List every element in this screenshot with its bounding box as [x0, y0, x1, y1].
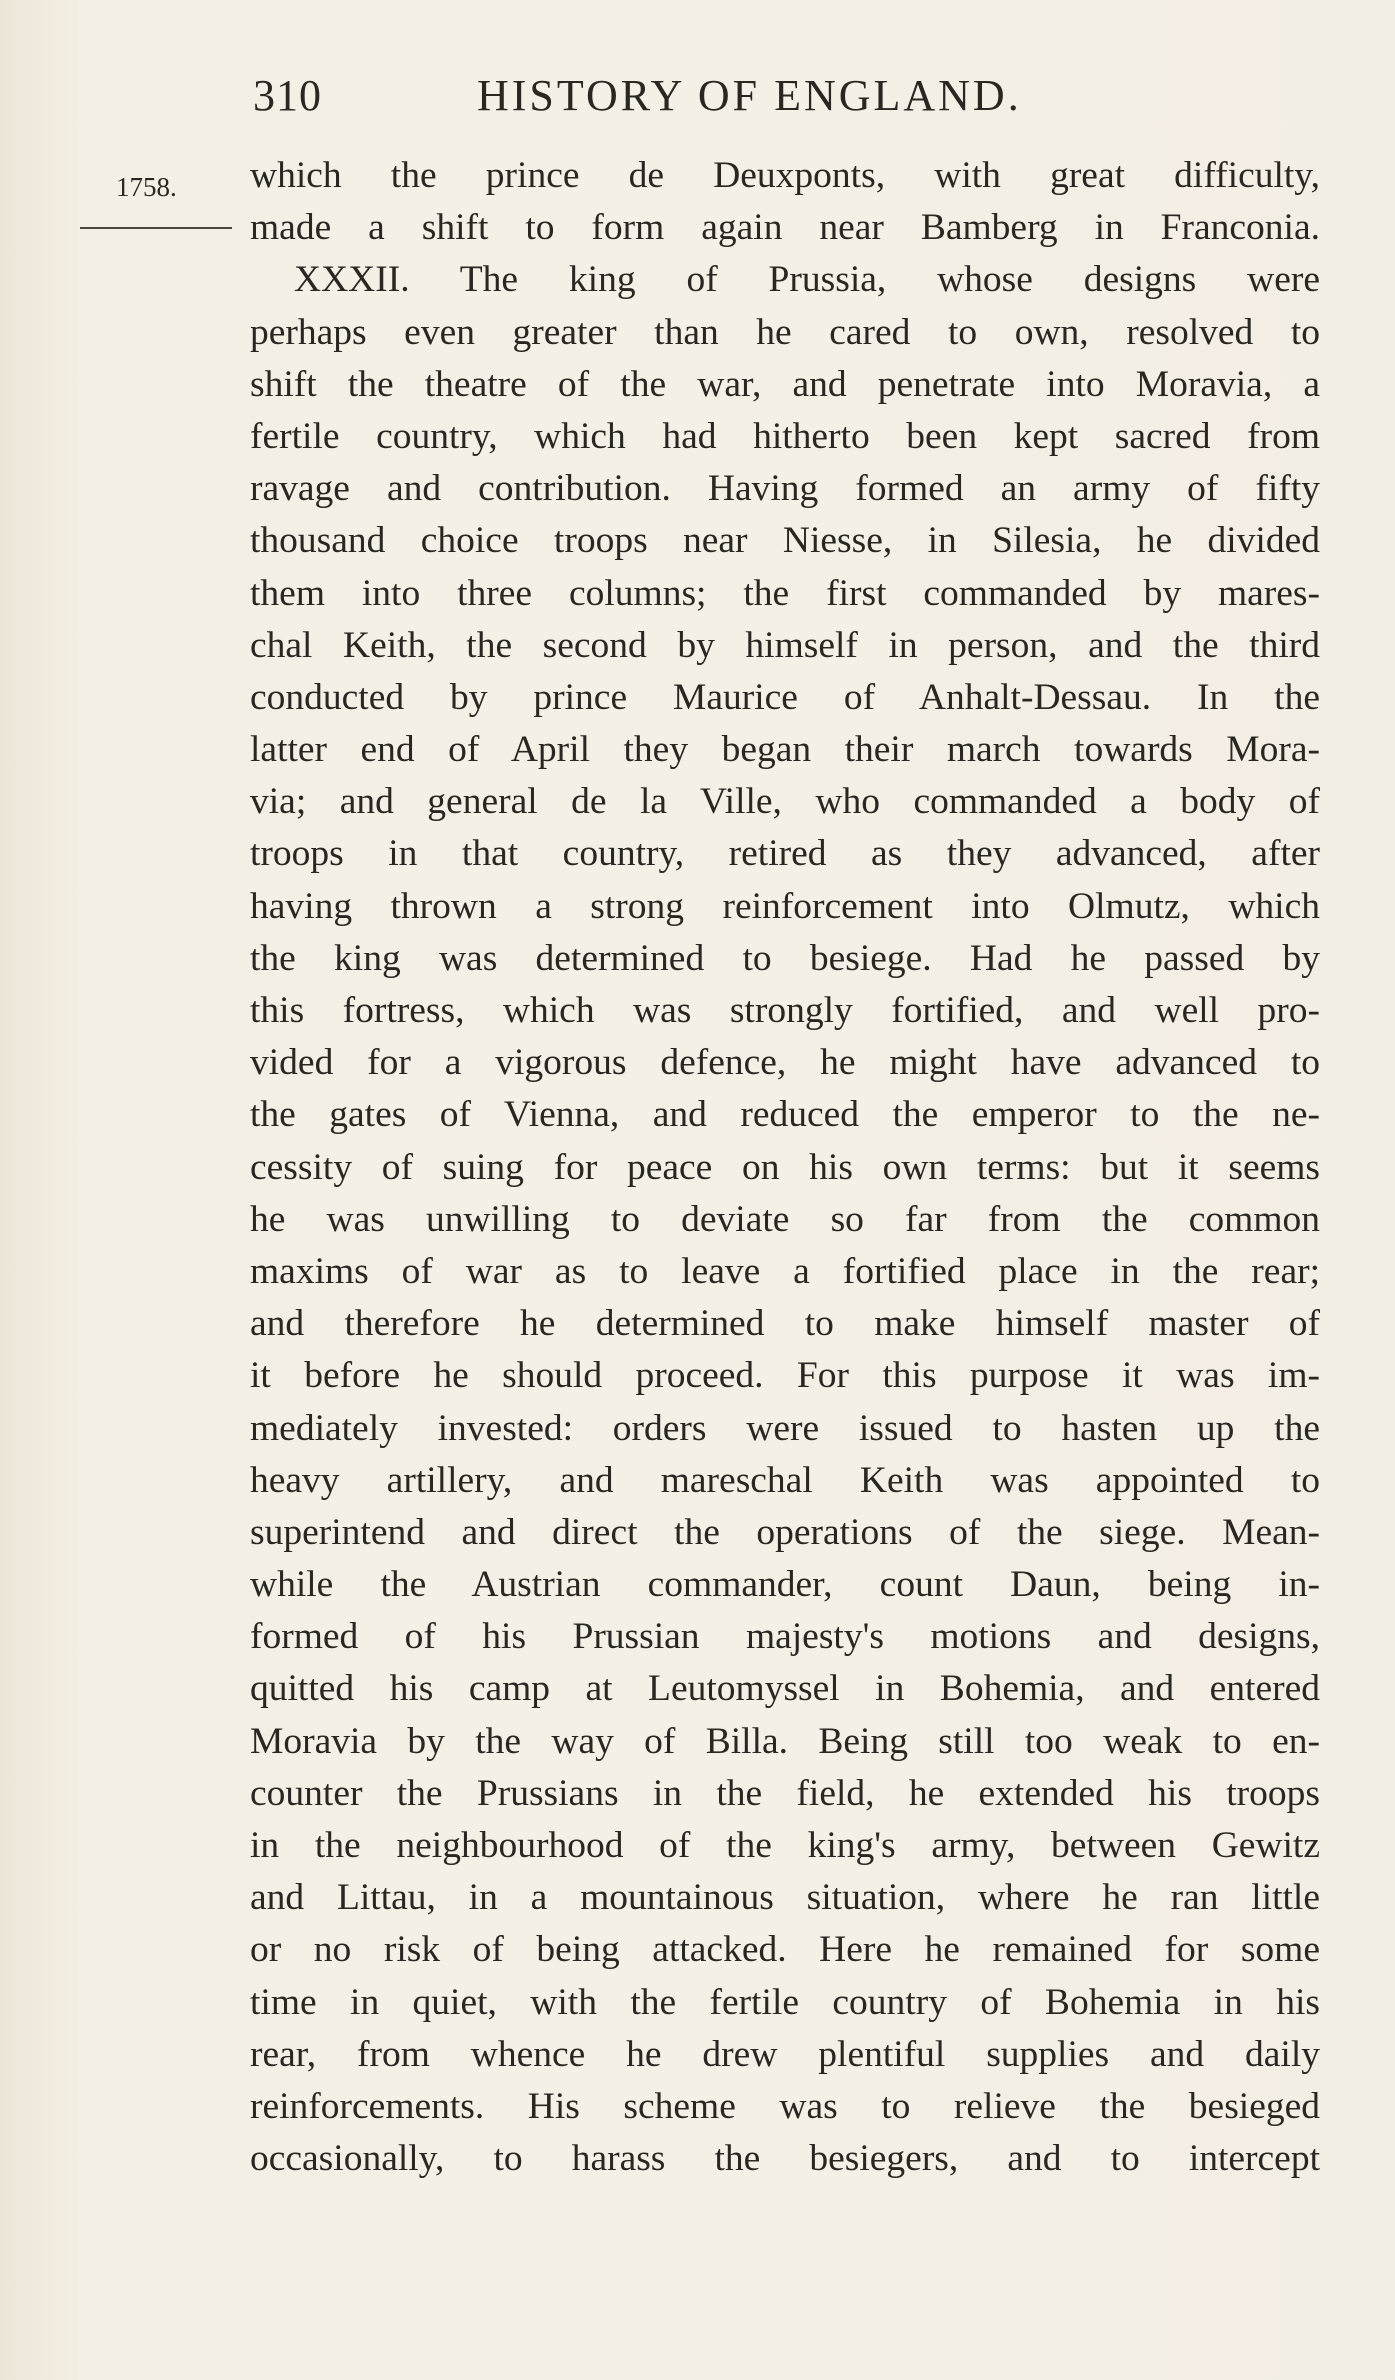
text-line: quitted his camp at Leutomyssel in Bohemia, and entered	[250, 1668, 1320, 1710]
text-line: counter the Prussians in the field, he extended his troops	[250, 1772, 1320, 1814]
text-line: thousand choice troops near Niesse, in Silesia, he divided	[250, 520, 1320, 562]
text-line: occasionally, to harass the besiegers, and to intercept	[250, 2138, 1320, 2180]
text-line: ravage and contribution. Having formed an army of fifty	[250, 468, 1320, 510]
margin-rule	[80, 227, 232, 229]
text-line: this fortress, which was strongly fortified, and well pro-	[250, 990, 1320, 1031]
text-line: it before he should proceed. For this purpose it was im-	[250, 1355, 1320, 1397]
page-number: 310	[253, 71, 322, 120]
text-line: them into three columns; the first commanded by mares-	[250, 572, 1320, 614]
text-line: rear, from whence he drew plentiful supplies and daily	[250, 2033, 1320, 2075]
body-text	[250, 150, 1320, 2185]
text-line: which the prince de Deuxponts, with great difficulty,	[250, 155, 1320, 196]
running-title: HISTORY OF ENGLAND.	[477, 71, 1022, 120]
text-line: cessity of suing for peace on his own terms: but it seems	[250, 1146, 1320, 1188]
text-line: reinforcements. His scheme was to relieve the besieged	[250, 2085, 1320, 2127]
text-line: latter end of April they began their march towards Mora-	[250, 729, 1320, 771]
text-line: having thrown a strong reinforcement into Olmutz, which	[250, 885, 1320, 927]
text-line: he was unwilling to deviate so far from the common	[250, 1198, 1320, 1240]
text-line: while the Austrian commander, count Daun, being in-	[250, 1564, 1320, 1606]
text-line: and therefore he determined to make himself master of	[250, 1303, 1320, 1345]
text-line: shift the theatre of the war, and penetrate into Moravia, a	[250, 363, 1320, 405]
text-line: via; and general de la Ville, who commanded a body of	[250, 781, 1320, 823]
text-line: in the neighbourhood of the king's army, between Gewitz	[250, 1825, 1320, 1866]
text-line: maxims of war as to leave a fortified place in the rear;	[250, 1250, 1320, 1292]
text-line: chal Keith, the second by himself in person, and the third	[250, 624, 1320, 666]
text-line: fertile country, which had hitherto been kept sacred from	[250, 415, 1320, 457]
text-line: mediately invested: orders were issued to hasten up the	[250, 1407, 1320, 1449]
margin-year: 1758.	[116, 172, 177, 202]
text-line: vided for a vigorous defence, he might have advanced to	[250, 1042, 1320, 1084]
text-line: heavy artillery, and mareschal Keith was appointed to	[250, 1459, 1320, 1501]
text-line: conducted by prince Maurice of Anhalt-Dessau. In the	[250, 676, 1320, 718]
text-line: made a shift to form again near Bamberg in Franconia.	[250, 207, 1320, 249]
text-line: the king was determined to besiege. Had he passed by	[250, 937, 1320, 979]
paragraph-start-line: XXXII. The king of Prussia, whose designs were	[294, 259, 1320, 301]
text-line: the gates of Vienna, and reduced the emperor to the ne-	[250, 1094, 1320, 1136]
text-line: perhaps even greater than he cared to own, resolved to	[250, 311, 1320, 353]
text-line: time in quiet, with the fertile country of Bohemia in his	[250, 1981, 1320, 2023]
text-line: or no risk of being attacked. Here he remained for some	[250, 1929, 1320, 1971]
text-line: and Littau, in a mountainous situation, where he ran little	[250, 1877, 1320, 1919]
text-line: formed of his Prussian majesty's motions and designs,	[250, 1616, 1320, 1658]
text-line: superintend and direct the operations of the siege. Mean-	[250, 1511, 1320, 1553]
text-line: troops in that country, retired as they advanced, after	[250, 833, 1320, 875]
text-line: Moravia by the way of Billa. Being still too weak to en-	[250, 1720, 1320, 1762]
